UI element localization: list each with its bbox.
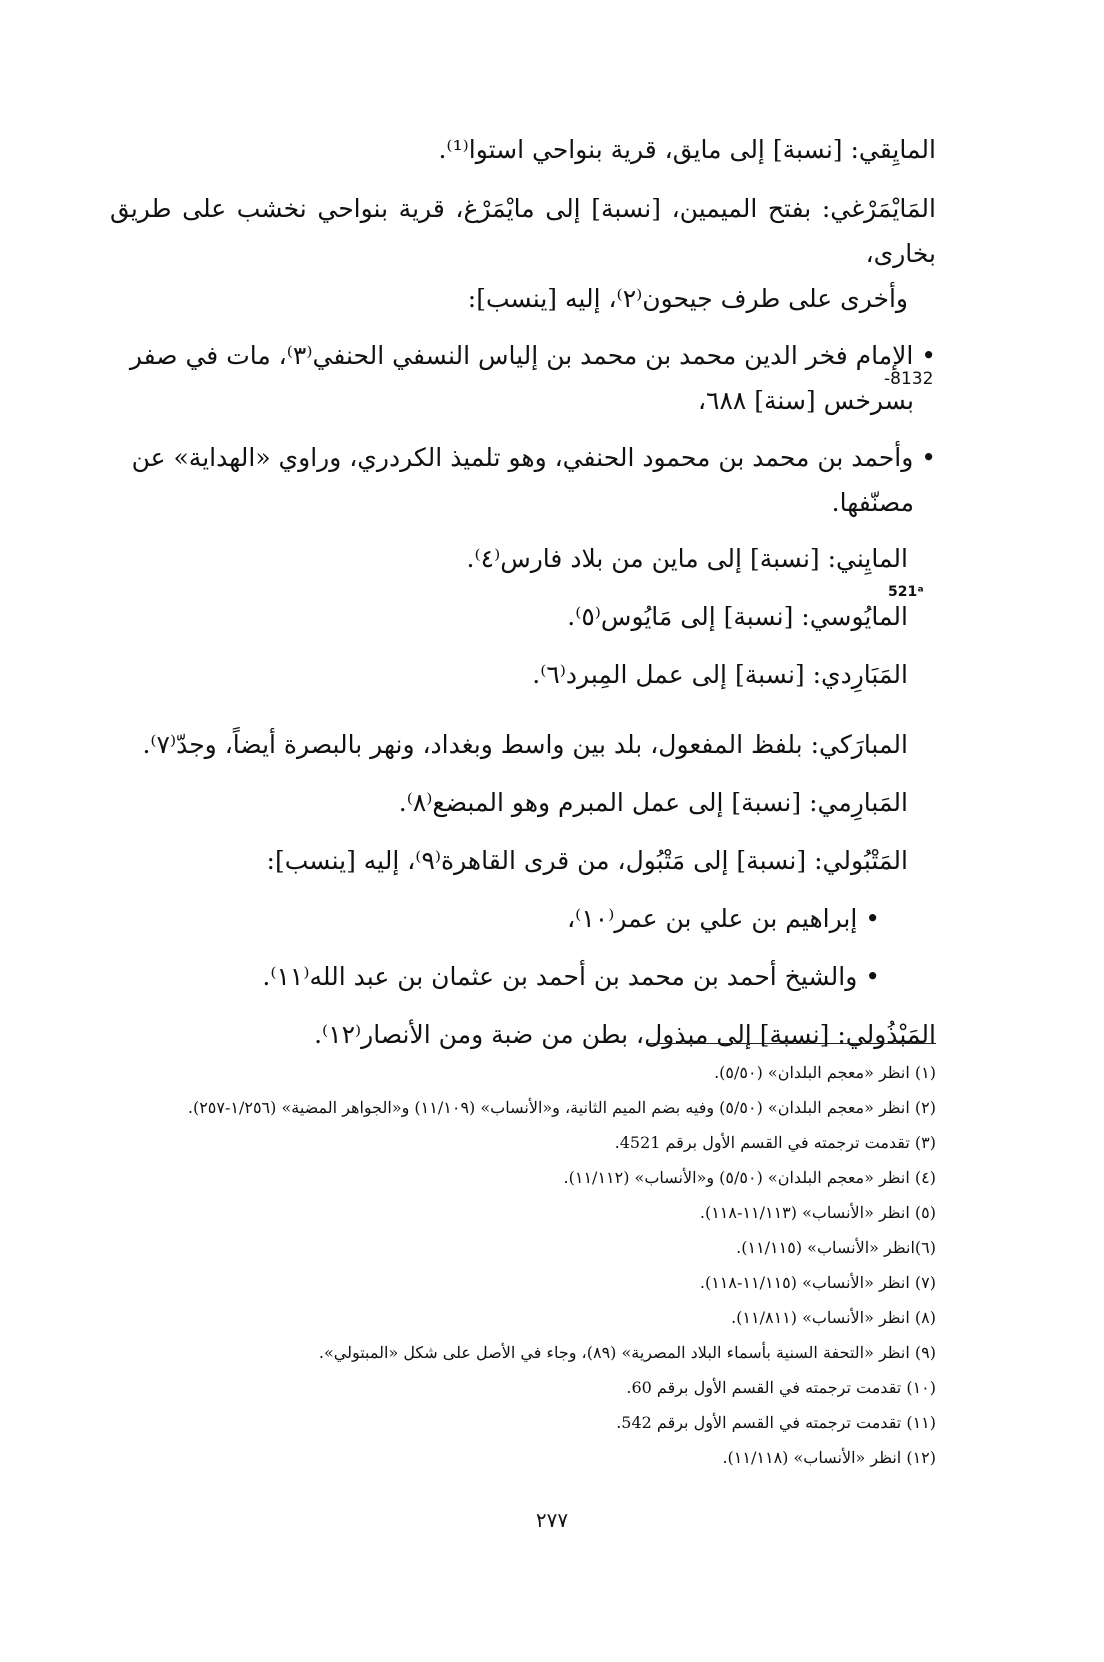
- entry-almaymarghi: [110, 186, 936, 321]
- footnote-4: (٤) انظر «معجم البلدان» (٥/٥٠) و«الأنساب» (١١/١١٢).: [563, 1168, 936, 1187]
- entry-almatbuli: المَتْبُولي: [نسبة] إلى مَتْبُول، من قرى القاهرة⁽٩⁾، إليه [ينسب]:: [266, 846, 908, 875]
- footnote-8: (٨) انظر «الأنساب» (١١/٨١١).: [731, 1308, 936, 1327]
- main-text: [110, 128, 936, 1071]
- footnote-9: (٩) انظر «التحفة السنية بأسماء البلاد المصرية» (٨٩)، وجاء في الأصل على شكل «المبتولي».: [318, 1343, 936, 1362]
- footnote-11: (١١) تقدمت ترجمته في القسم الأول برقم 542.: [616, 1413, 936, 1432]
- margin-entry-number: -8132: [884, 369, 934, 389]
- bullet-ahmad-line2: مصنّفها.: [831, 488, 914, 517]
- footnote-10: (١٠) تقدمت ترجمته في القسم الأول برقم 60.: [626, 1378, 936, 1397]
- entry-almabarimi: المَبارِمي: [نسبة] إلى عمل المبرم وهو المبضع⁽٨⁾.: [398, 788, 908, 817]
- footnote-2: (٢) انظر «معجم البلدان» (٥/٥٠) وفيه بضم الميم الثانية، و«الأنساب» (١١/١٠٩) و«الجواهر المضية» (١/٢٥٦-٢٥٧).: [187, 1098, 936, 1117]
- page-number: ٢٧٧: [535, 1508, 569, 1532]
- entry-almayiqi: المايِقي: [نسبة] إلى مايق، قرية بنواحي استوا⁽¹⁾.: [438, 135, 936, 164]
- entry-almaymarghi-line2: وأخرى على طرف جيحون⁽٢⁾، إليه [ينسب]:: [467, 284, 908, 313]
- footnote-7: (٧) انظر «الأنساب» (١١/١١٥-١١٨).: [699, 1273, 936, 1292]
- footnote-6: (٦)انظر «الأنساب» (١١/١١٥).: [736, 1238, 936, 1257]
- bullet-fakhr-aldin-line2: بسرخس [سنة] ٦٨٨،: [697, 386, 914, 415]
- footnote-5: (٥) انظر «الأنساب» (١١/١١٣-١١٨).: [699, 1203, 936, 1222]
- footnotes: [110, 1062, 936, 1482]
- margin-page-ref: 521ᵃ: [888, 584, 924, 600]
- entry-almayini: المايِني: [نسبة] إلى ماين من بلاد فارس⁽٤⁾.: [466, 544, 908, 573]
- entry-almayusi: المايُوسي: [نسبة] إلى مَايُوس⁽٥⁾.: [567, 602, 908, 631]
- footnote-divider: [646, 1043, 936, 1044]
- bullet-fakhr-aldin: [110, 333, 936, 423]
- entry-almabaridi: المَبَارِدي: [نسبة] إلى عمل المِبرد⁽٦⁾.: [532, 660, 908, 689]
- footnote-12: (١٢) انظر «الأنساب» (١١/١١٨).: [722, 1448, 936, 1467]
- bullet-shaykh-ahmad: • والشيخ أحمد بن محمد بن أحمد بن عثمان بن عبد الله⁽١١⁾.: [262, 962, 880, 991]
- bullet-ibrahim: • إبراهيم بن علي بن عمر⁽١٠⁾،: [567, 904, 880, 933]
- bullet-ahmad-line1: • وأحمد بن محمد بن محمود الحنفي، وهو تلميذ الكردري، وراوي «الهداية» عن: [131, 443, 936, 472]
- footnote-1: (١) انظر «معجم البلدان» (٥/٥٠).: [714, 1063, 936, 1082]
- bullet-ahmad-ibn-muhammad: [110, 435, 936, 525]
- entry-almabdhuli: المَبْذُولي: [نسبة] إلى مبذول، بطن من ضبة ومن الأنصار⁽١٢⁾.: [314, 1020, 936, 1049]
- entry-almaymarghi-line1: المَايْمَرْغي: بفتح الميمين، [نسبة] إلى مايْمَرْغ، قرية بنواحي نخشب على طريق بخارى،: [110, 194, 936, 268]
- bullet-fakhr-aldin-line1: • الإمام فخر الدين محمد بن محمد بن إلياس النسفي الحنفي⁽٣⁾، مات في صفر: [129, 341, 936, 370]
- footnote-3: (٣) تقدمت ترجمته في القسم الأول برقم 4521.: [614, 1133, 936, 1152]
- entry-almubaraki: المبارَكي: بلفظ المفعول، بلد بين واسط وبغداد، ونهر بالبصرة أيضاً، وجدّ⁽٧⁾.: [142, 730, 908, 759]
